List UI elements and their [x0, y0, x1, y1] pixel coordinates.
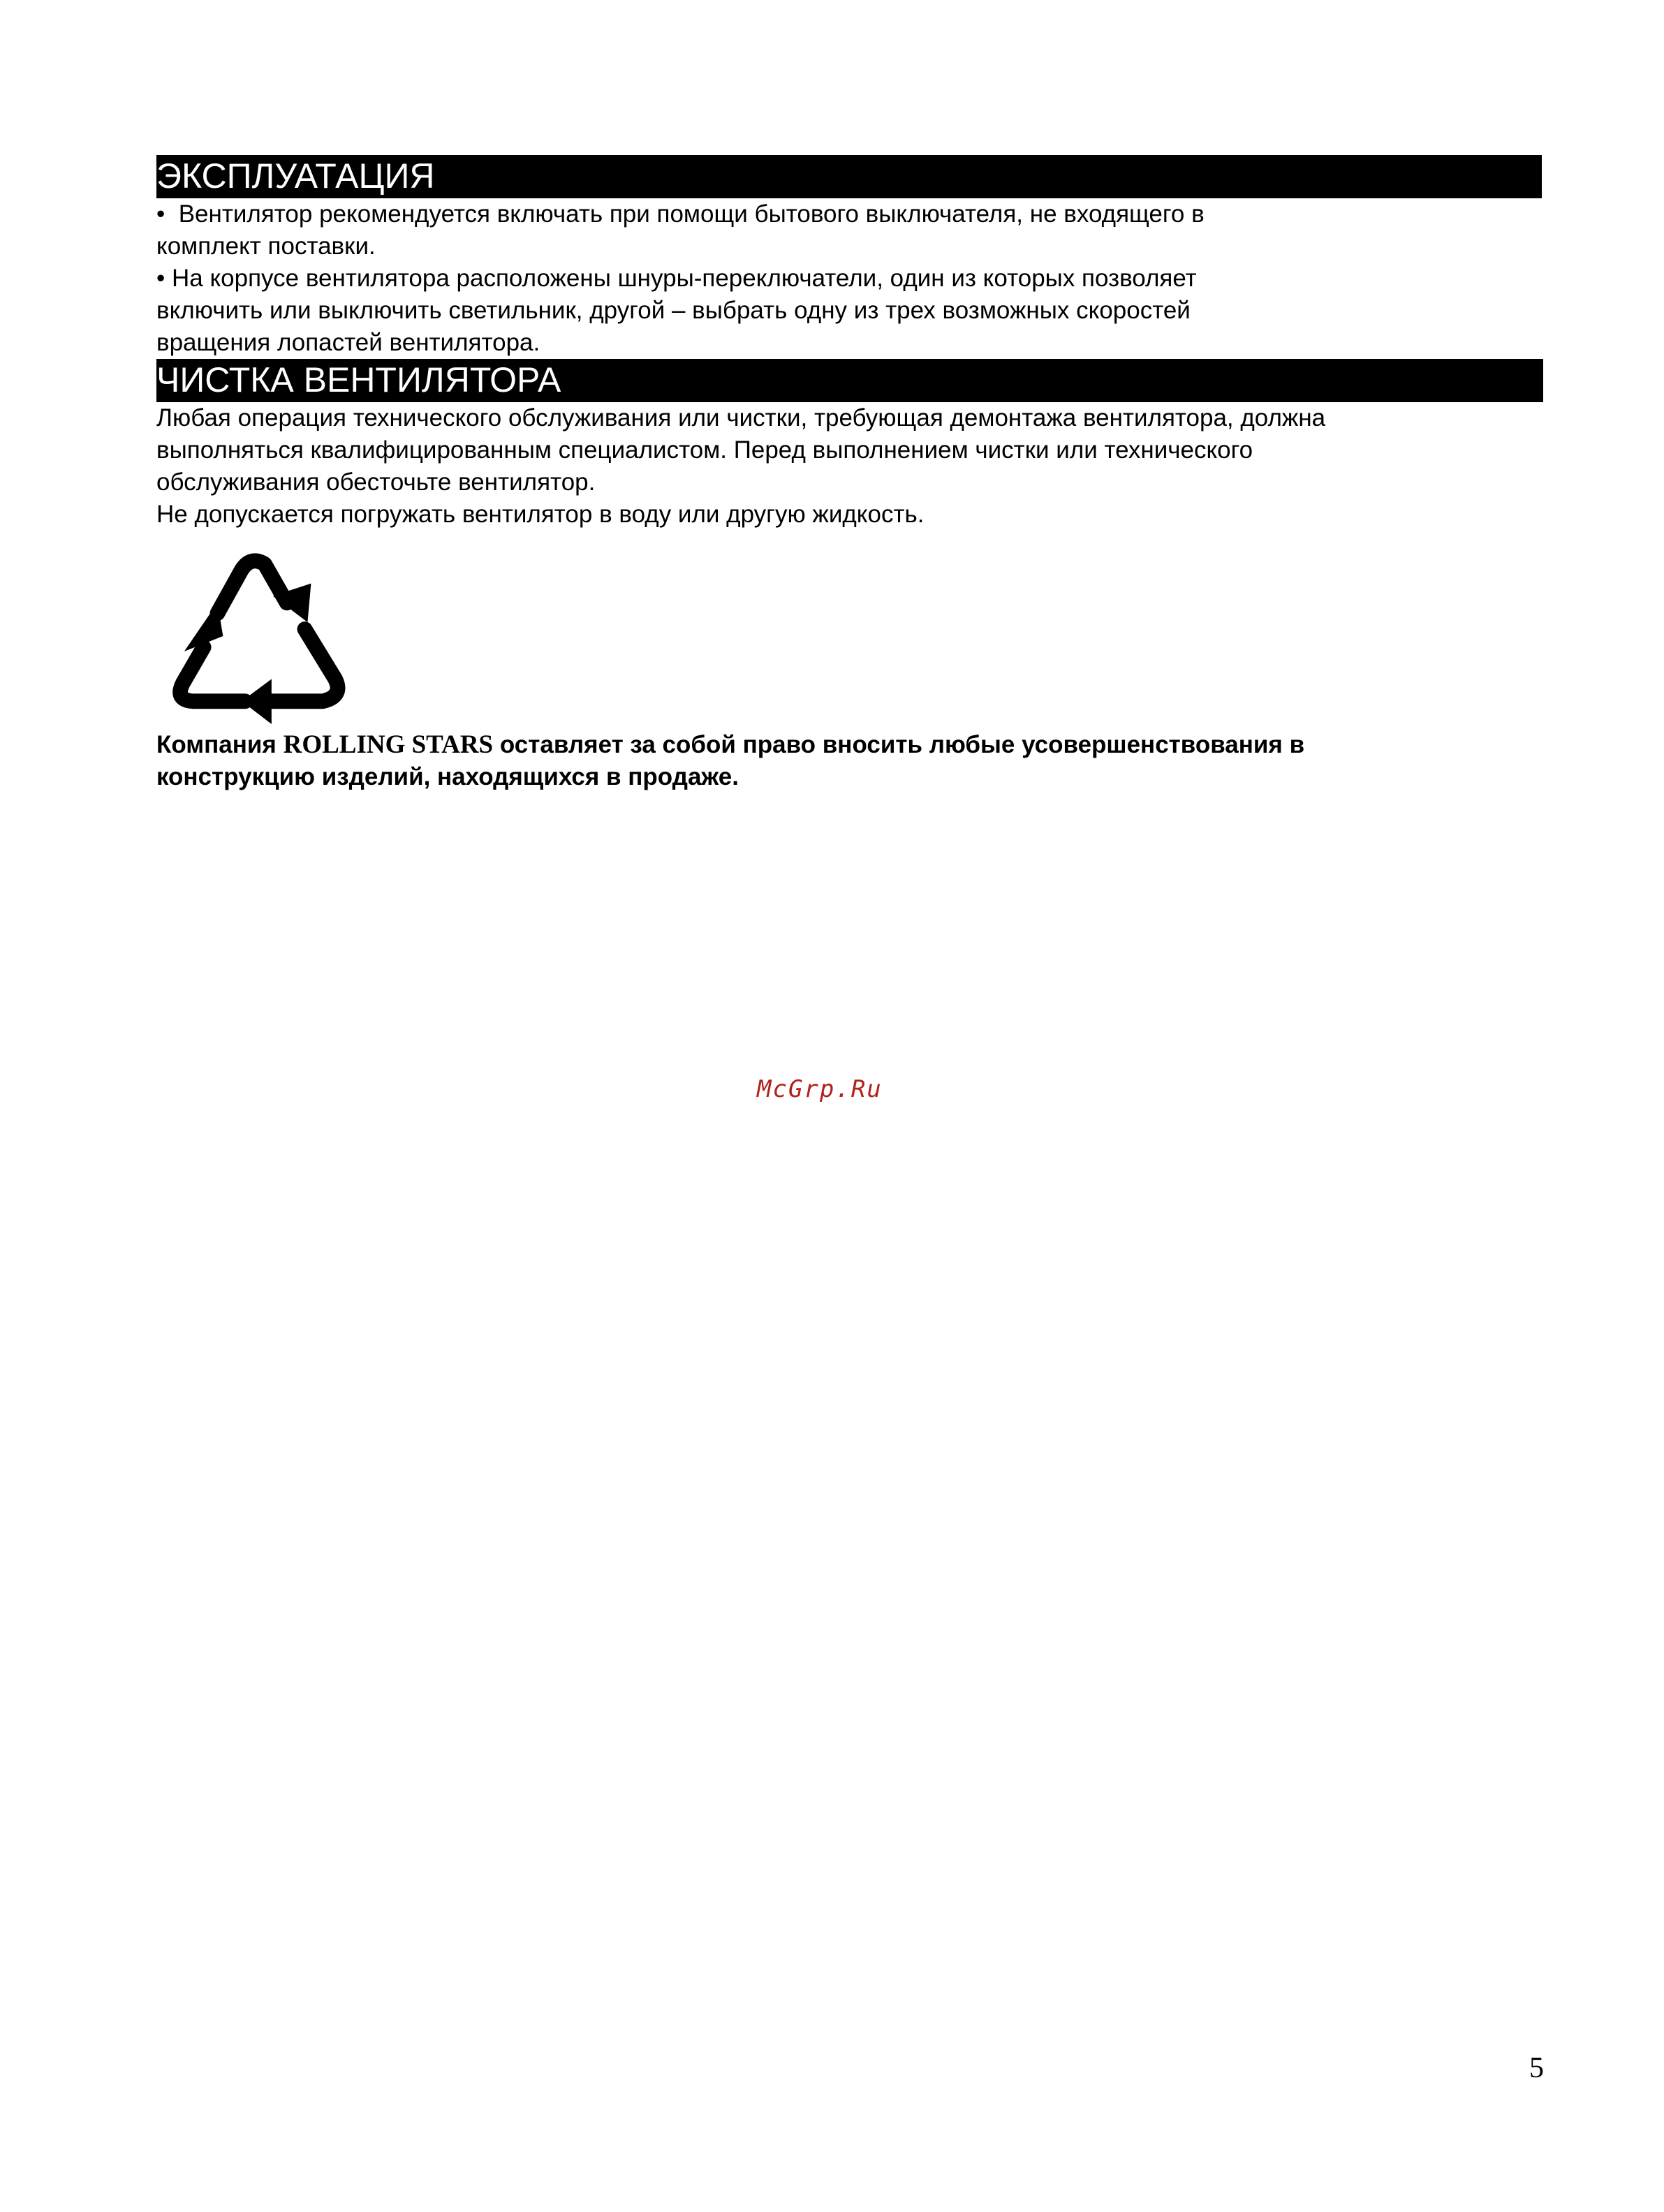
company-notice-line-1: [156, 729, 1553, 761]
operation-bullet-2: [156, 263, 1553, 359]
company-suffix: оставляет за собой право вносить любые усовершенствования в: [493, 731, 1305, 758]
bullet-icon: •: [156, 265, 172, 292]
company-notice: [156, 729, 1553, 793]
cleaning-text: [156, 402, 1553, 531]
page-number: 5: [1529, 2052, 1544, 2084]
section-heading-cleaning: ЧИСТКА ВЕНТИЛЯТОРА: [156, 359, 1543, 402]
paragraph-line: Не допускается погружать вентилятор в воду или другую жидкость.: [156, 501, 925, 528]
bullet-icon: •: [156, 200, 179, 228]
company-prefix: Компания: [156, 731, 284, 758]
company-notice-line-2: конструкцию изделий, находящихся в продаже.: [156, 763, 739, 790]
watermark: McGrp.Ru: [757, 1075, 883, 1103]
section-heading-operation: ЭКСПЛУАТАЦИЯ: [156, 155, 1542, 198]
page-content: [156, 155, 1553, 793]
company-brand: ROLLING STARS: [283, 730, 494, 759]
bullet-line: комплект поставки.: [156, 233, 376, 260]
bullet-line: [156, 198, 1553, 230]
recycle-icon: [169, 547, 349, 728]
operation-bullet-1: [156, 198, 1553, 263]
bullet-line: включить или выключить светильник, другой – выбрать одну из трех возможных скоростей: [156, 297, 1191, 324]
bullet-text: Вентилятор рекомендуется включать при помощи бытового выключателя, не входящего в: [178, 200, 1205, 228]
bullet-line: вращения лопастей вентилятора.: [156, 329, 540, 356]
paragraph-line: Любая операция технического обслуживания или чистки, требующая демонтажа вентилятора, должна: [156, 404, 1326, 432]
bullet-line: [156, 263, 1553, 295]
paragraph-line: выполняться квалифицированным специалистом. Перед выполнением чистки или технического: [156, 436, 1253, 464]
paragraph-line: обслуживания обесточьте вентилятор.: [156, 469, 596, 496]
bullet-text: На корпусе вентилятора расположены шнуры-переключатели, один из которых позволяет: [171, 265, 1197, 292]
